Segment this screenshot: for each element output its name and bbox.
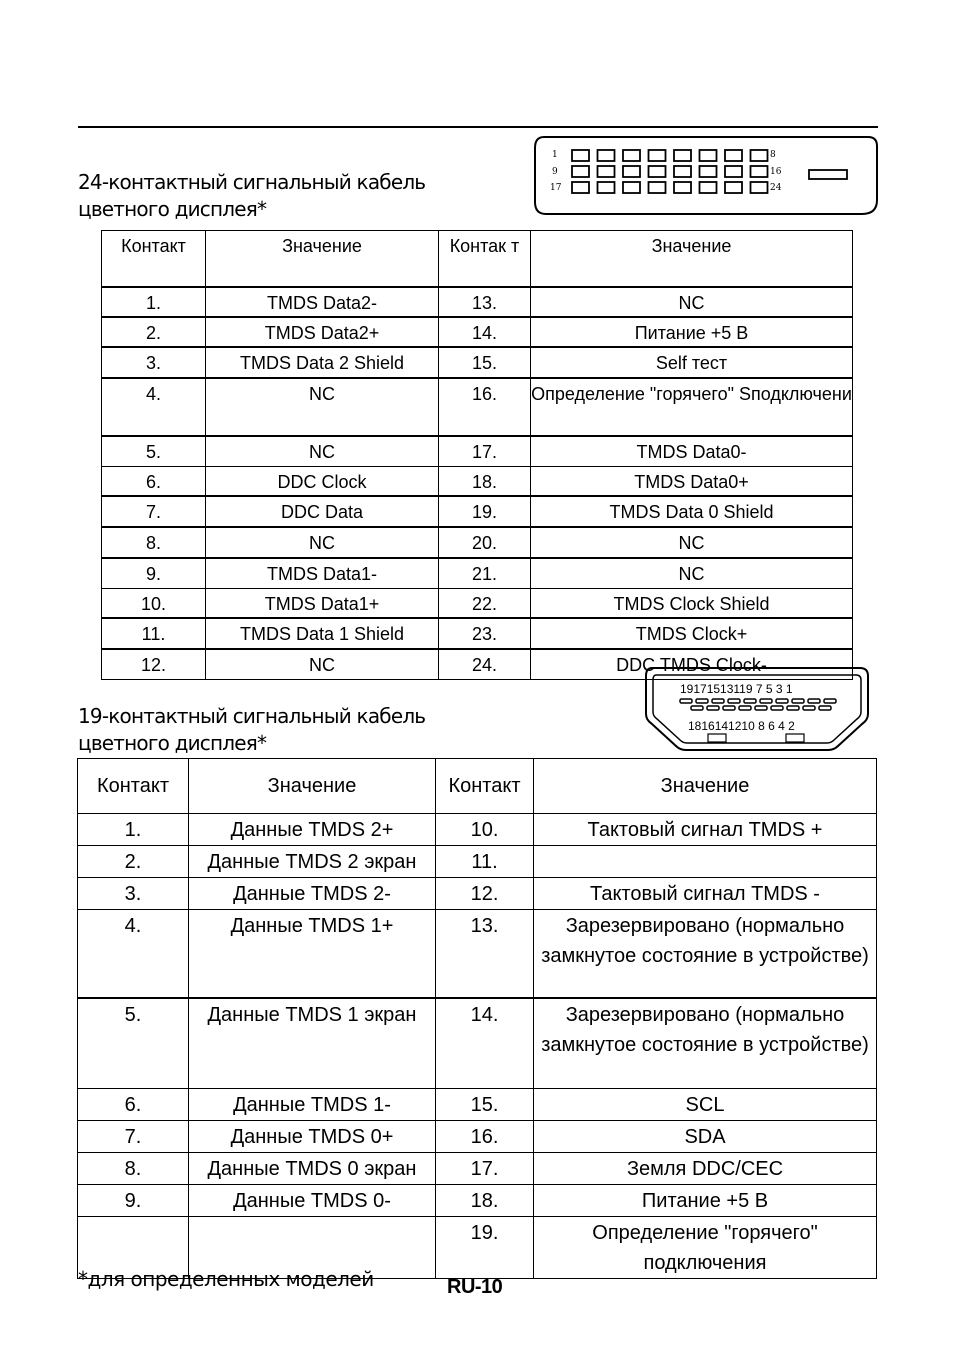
dvi-header-value-2: Значение (531, 231, 853, 288)
hdmi-heading-line1: 19-контактный сигнальный кабель (78, 704, 426, 728)
dvi-pin-cell: 21. (439, 558, 531, 589)
hdmi-pin-cell: 13. (436, 910, 534, 999)
dvi-table-row (102, 287, 853, 317)
dvi-value-cell: Определение "горячего" Sподключени (531, 378, 853, 436)
dvi-table-row (102, 618, 853, 649)
dvi-pin-cell: 12. (102, 649, 206, 680)
dvi-pin-label-1: 1 (552, 150, 558, 160)
dvi-value-cell: DDC Clock (206, 467, 439, 497)
dvi-pin (725, 182, 742, 193)
hdmi-pin-cell: 7. (78, 1121, 189, 1153)
hdmi-table-row (78, 878, 877, 910)
dvi-pin (623, 150, 640, 161)
hdmi-pin-cell: 1. (78, 814, 189, 846)
dvi-pin-cell: 24. (439, 649, 531, 680)
dvi-pin (572, 182, 589, 193)
hdmi-header-row (78, 759, 877, 814)
dvi-pin-label-16: 16 (770, 167, 782, 177)
dvi-pin-cell: 15. (439, 347, 531, 378)
hdmi-pin (723, 706, 735, 710)
dvi-pin-cell: 14. (439, 317, 531, 347)
hdmi-pin (691, 706, 703, 710)
hdmi-pin (787, 706, 799, 710)
hdmi-heading-line2: цветного дисплея* (78, 731, 267, 755)
footnote: *для определенных моделей (78, 1267, 374, 1291)
hdmi-value-cell: Питание +5 В (534, 1185, 877, 1217)
dvi-pin-cell: 3. (102, 347, 206, 378)
dvi-pin (674, 182, 691, 193)
hdmi-pin-cell: 17. (436, 1153, 534, 1185)
dvi-value-cell: NC (531, 287, 853, 317)
hdmi-pin (728, 699, 740, 703)
hdmi-value-cell: Зарезервировано (нормально замкнутое состояние в устройстве) (534, 998, 877, 1089)
hdmi-pin-cell: 9. (78, 1185, 189, 1217)
dvi-value-cell: NC (531, 527, 853, 558)
dvi-pin-cell: 5. (102, 436, 206, 467)
dvi-heading-line2: цветного дисплея* (78, 197, 267, 221)
hdmi-value-cell: Земля DDC/CEC (534, 1153, 877, 1185)
hdmi-table-row (78, 1089, 877, 1121)
dvi-pinout-table (101, 230, 853, 680)
hdmi-header-contact-2: Контакт (436, 759, 534, 814)
dvi-table-row (102, 467, 853, 497)
dvi-pin (725, 150, 742, 161)
dvi-table-row (102, 558, 853, 589)
hdmi-pin (696, 699, 708, 703)
dvi-value-cell: DDC Data (206, 496, 439, 527)
hdmi-value-cell (534, 846, 877, 878)
dvi-header-row (102, 231, 853, 288)
hdmi-value-cell: SDA (534, 1121, 877, 1153)
dvi-pin-cell: 8. (102, 527, 206, 558)
dvi-pin (623, 166, 640, 177)
hdmi-table-row (78, 846, 877, 878)
dvi-table-row (102, 496, 853, 527)
hdmi-pin-cell: 10. (436, 814, 534, 846)
dvi-value-cell: TMDS Data2- (206, 287, 439, 317)
dvi-pin (751, 150, 768, 161)
dvi-value-cell: TMDS Data 1 Shield (206, 618, 439, 649)
hdmi-pin-cell: 18. (436, 1185, 534, 1217)
hdmi-pin (744, 699, 756, 703)
hdmi-pin (760, 699, 772, 703)
hdmi-pin-cell: 14. (436, 998, 534, 1089)
hdmi-table-row (78, 910, 877, 999)
hdmi-table-row (78, 998, 877, 1089)
dvi-pin-label-9: 9 (552, 167, 558, 177)
dvi-pin-cell: 9. (102, 558, 206, 589)
dvi-value-cell: TMDS Data2+ (206, 317, 439, 347)
dvi-value-cell: NC (206, 378, 439, 436)
hdmi-value-cell: Данные TMDS 2 экран (189, 846, 436, 878)
hdmi-value-cell: Определение "горячего" подключения (534, 1217, 877, 1279)
hdmi-pin-cell: 8. (78, 1153, 189, 1185)
dvi-pin-cell: 11. (102, 618, 206, 649)
dvi-pin (700, 150, 717, 161)
hdmi-value-cell: Тактовый сигнал TMDS + (534, 814, 877, 846)
hdmi-value-cell: Данные TMDS 2- (189, 878, 436, 910)
hdmi-pin (712, 699, 724, 703)
hdmi-section-heading (78, 703, 425, 757)
dvi-table-row (102, 347, 853, 378)
hdmi-pin-cell: 15. (436, 1089, 534, 1121)
dvi-pin (572, 150, 589, 161)
hdmi-pin-cell: 3. (78, 878, 189, 910)
dvi-pin (572, 166, 589, 177)
hdmi-table-row (78, 1153, 877, 1185)
dvi-pin (674, 166, 691, 177)
dvi-pin-cell: 7. (102, 496, 206, 527)
dvi-pin-label-8: 8 (770, 150, 776, 160)
dvi-pin-cell: 4. (102, 378, 206, 436)
dvi-heading-line1: 24-контактный сигнальный кабель (78, 170, 426, 194)
hdmi-pin (771, 706, 783, 710)
hdmi-header-contact: Контакт (78, 759, 189, 814)
dvi-pin-cell: 22. (439, 589, 531, 619)
dvi-connector-diagram (532, 136, 880, 216)
dvi-pin (674, 150, 691, 161)
hdmi-value-cell: Данные TMDS 2+ (189, 814, 436, 846)
dvi-header-contact-2: Контак т (439, 231, 531, 288)
hdmi-pin (776, 699, 788, 703)
dvi-table-row (102, 378, 853, 436)
dvi-pin-cell: 19. (439, 496, 531, 527)
hdmi-pin-cell: 2. (78, 846, 189, 878)
dvi-value-cell: TMDS Data 0 Shield (531, 496, 853, 527)
dvi-section-heading (78, 169, 425, 223)
dvi-pin-cell: 6. (102, 467, 206, 497)
hdmi-pin-cell: 5. (78, 998, 189, 1089)
hdmi-value-cell: Данные TMDS 1+ (189, 910, 436, 999)
dvi-value-cell: Self тест (531, 347, 853, 378)
dvi-value-cell: NC (531, 558, 853, 589)
hdmi-value-cell: SCL (534, 1089, 877, 1121)
dvi-value-cell: TMDS Data0+ (531, 467, 853, 497)
dvi-pin (700, 182, 717, 193)
dvi-pin (649, 166, 666, 177)
dvi-pin (649, 182, 666, 193)
top-rule (78, 126, 878, 128)
hdmi-pin (792, 699, 804, 703)
hdmi-pin (808, 699, 820, 703)
dvi-pin-label-17: 17 (550, 183, 562, 193)
dvi-pin-cell: 16. (439, 378, 531, 436)
hdmi-top-pin-labels: 19171513119 7 5 3 1 (680, 682, 793, 696)
hdmi-pin (803, 706, 815, 710)
dvi-pin (649, 150, 666, 161)
dvi-pin-cell: 13. (439, 287, 531, 317)
hdmi-value-cell: Тактовый сигнал TMDS - (534, 878, 877, 910)
hdmi-value-cell: Зарезервировано (нормально замкнутое состояние в устройстве) (534, 910, 877, 999)
hdmi-header-value-2: Значение (534, 759, 877, 814)
hdmi-value-cell: Данные TMDS 1 экран (189, 998, 436, 1089)
dvi-value-cell: DDC TMDS Clock- (531, 649, 853, 680)
hdmi-pin-cell: 12. (436, 878, 534, 910)
hdmi-table-row (78, 1121, 877, 1153)
hdmi-table-row (78, 814, 877, 846)
dvi-pin-cell: 10. (102, 589, 206, 619)
hdmi-pinout-table (77, 758, 877, 1279)
hdmi-bottom-pin-labels: 1816141210 8 6 4 2 (688, 719, 795, 733)
dvi-pin (751, 166, 768, 177)
dvi-value-cell: TMDS Data1- (206, 558, 439, 589)
hdmi-pin-cell: 19. (436, 1217, 534, 1279)
hdmi-value-cell: Данные TMDS 0 экран (189, 1153, 436, 1185)
dvi-pin (623, 182, 640, 193)
dvi-value-cell: TMDS Data 2 Shield (206, 347, 439, 378)
hdmi-pin (707, 706, 719, 710)
dvi-pin-cell: 20. (439, 527, 531, 558)
dvi-pin-cell: 18. (439, 467, 531, 497)
dvi-value-cell: TMDS Data0- (531, 436, 853, 467)
dvi-pin (751, 182, 768, 193)
dvi-table-row (102, 436, 853, 467)
dvi-pin (598, 182, 615, 193)
dvi-pin-cell: 23. (439, 618, 531, 649)
hdmi-value-cell: Данные TMDS 1- (189, 1089, 436, 1121)
dvi-pin (725, 166, 742, 177)
hdmi-value-cell: Данные TMDS 0+ (189, 1121, 436, 1153)
dvi-header-contact: Контакт (102, 231, 206, 288)
hdmi-table-row (78, 1185, 877, 1217)
dvi-pin (700, 166, 717, 177)
dvi-header-value: Значение (206, 231, 439, 288)
dvi-pin (598, 150, 615, 161)
hdmi-pin (680, 699, 692, 703)
hdmi-pin (739, 706, 751, 710)
dvi-table-row (102, 589, 853, 619)
dvi-table-row (102, 527, 853, 558)
hdmi-pin-cell: 6. (78, 1089, 189, 1121)
dvi-value-cell: NC (206, 649, 439, 680)
hdmi-pin (755, 706, 767, 710)
hdmi-pin (819, 706, 831, 710)
dvi-pin-cell: 17. (439, 436, 531, 467)
hdmi-pin-cell: 11. (436, 846, 534, 878)
hdmi-pin-cell: 16. (436, 1121, 534, 1153)
dvi-value-cell: NC (206, 436, 439, 467)
dvi-table-row (102, 317, 853, 347)
hdmi-header-value: Значение (189, 759, 436, 814)
dvi-value-cell: Питание +5 В (531, 317, 853, 347)
hdmi-pin (824, 699, 836, 703)
dvi-value-cell: NC (206, 527, 439, 558)
dvi-pin-cell: 2. (102, 317, 206, 347)
dvi-pin-label-24: 24 (770, 183, 782, 193)
page-number: RU-10 (447, 1276, 503, 1298)
dvi-pin (598, 166, 615, 177)
dvi-value-cell: TMDS Clock Shield (531, 589, 853, 619)
dvi-value-cell: TMDS Data1+ (206, 589, 439, 619)
dvi-pin-cell: 1. (102, 287, 206, 317)
hdmi-connector-diagram (642, 666, 872, 752)
hdmi-value-cell: Данные TMDS 0- (189, 1185, 436, 1217)
hdmi-pin-cell: 4. (78, 910, 189, 999)
dvi-value-cell: TMDS Clock+ (531, 618, 853, 649)
